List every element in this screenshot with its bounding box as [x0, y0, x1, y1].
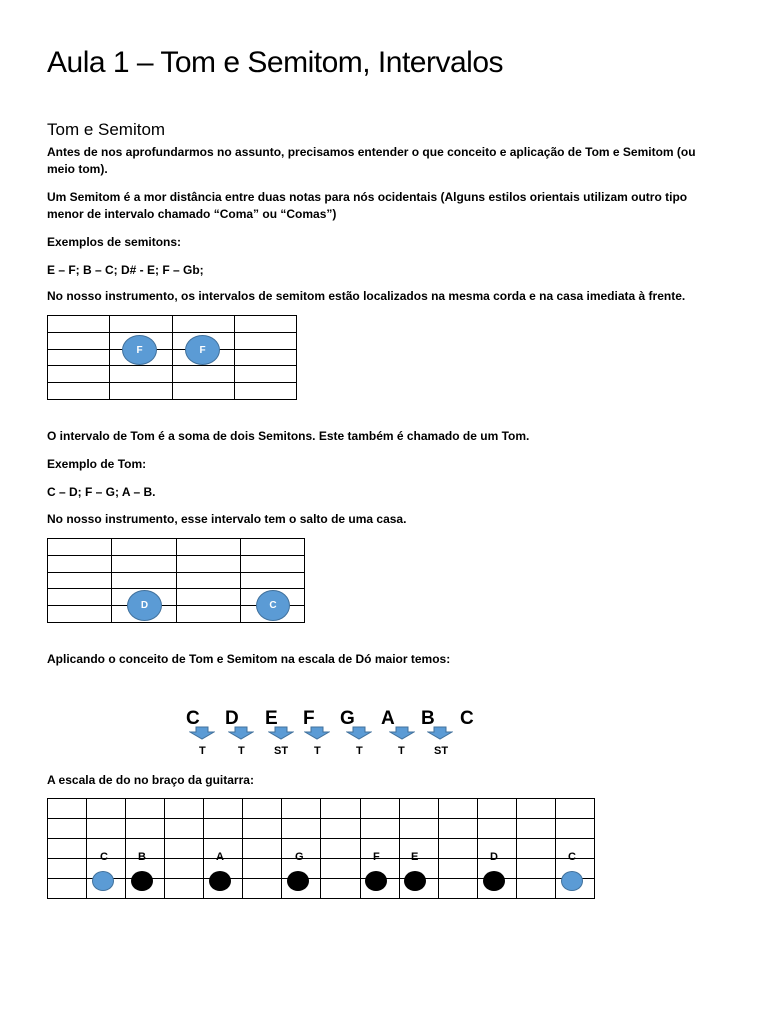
paragraph-semitom-examples-heading: Exemplos de semitons:	[47, 235, 182, 249]
scale-note: B	[421, 708, 435, 729]
step-label: T	[356, 745, 363, 757]
note-dot	[185, 335, 220, 365]
note-dot-label: F	[199, 344, 206, 356]
note-dot	[256, 590, 290, 621]
note-dot	[127, 590, 162, 621]
paragraph-tom-example-heading: Exemplo de Tom:	[47, 457, 147, 471]
scale-note: C	[460, 708, 474, 729]
neck-note-dot	[287, 871, 309, 891]
down-arrow-icon	[304, 726, 330, 740]
step-label: T	[314, 745, 321, 757]
neck-note-label: D	[490, 851, 498, 863]
neck-note-dot	[561, 871, 583, 891]
down-arrow-icon	[189, 726, 215, 740]
fretboard-grid	[47, 315, 297, 400]
down-arrow-icon	[427, 726, 453, 740]
down-arrow-icon	[389, 726, 415, 740]
neck-note-dot	[365, 871, 387, 891]
note-dot-label: D	[140, 600, 149, 611]
neck-note-dot	[404, 871, 426, 891]
note-dot-label: F	[136, 344, 143, 356]
neck-note-label: B	[138, 851, 146, 863]
paragraph-neck-heading: A escala de do no braço da guitarra:	[47, 773, 254, 787]
neck-note-label: F	[373, 851, 380, 863]
paragraph-scale-intro: Aplicando o conceito de Tom e Semitom na escala de Dó maior temos:	[47, 652, 451, 666]
neck-note-dot	[131, 871, 153, 891]
down-arrow-icon	[228, 726, 254, 740]
note-dot-label: C	[269, 600, 277, 611]
down-arrow-icon	[346, 726, 372, 740]
scale-note: A	[381, 708, 395, 729]
section-title: Tom e Semitom	[47, 120, 166, 139]
neck-note-dot	[483, 871, 505, 891]
neck-note-label: C	[100, 851, 108, 863]
scale-note: F	[303, 708, 315, 729]
page-title: Aula 1 – Tom e Semitom, Intervalos	[47, 46, 503, 79]
paragraph-intro: Antes de nos aprofundarmos no assunto, precisamos entender o que conceito e aplicação de Tom e Semitom (ou meio tom).	[47, 145, 696, 176]
paragraph-semitom-definition: Um Semitom é a mor distância entre duas notas para nós ocidentais (Alguns estilos orientais utilizam outro tipo menor de intervalo chamado “Coma” ou “Comas”)	[47, 190, 688, 221]
scale-note: E	[265, 708, 278, 729]
paragraph-tom-examples: C – D; F – G; A – B.	[47, 485, 156, 499]
step-label: T	[398, 745, 405, 757]
neck-grid	[47, 798, 595, 899]
step-label: ST	[274, 745, 289, 757]
neck-note-dot	[209, 871, 231, 891]
paragraph-semitom-examples: E – F; B – C; D# - E; F – Gb;	[47, 263, 204, 277]
scale-note: G	[340, 708, 355, 729]
paragraph-tom-definition: O intervalo de Tom é a soma de dois Semitons. Este também é chamado de um Tom.	[47, 429, 530, 443]
step-label: T	[238, 745, 245, 757]
neck-note-label: C	[568, 851, 576, 863]
scale-note: D	[225, 708, 239, 729]
scale-note: C	[186, 708, 200, 729]
step-label: ST	[434, 745, 449, 757]
neck-note-label: E	[411, 851, 419, 863]
step-label: T	[199, 745, 206, 757]
down-arrow-icon	[268, 726, 294, 740]
note-dot	[122, 335, 157, 365]
paragraph-tom-instrument: No nosso instrumento, esse intervalo tem o salto de uma casa.	[47, 512, 407, 526]
paragraph-semitom-instrument: No nosso instrumento, os intervalos de semitom estão localizados na mesma corda e na casa imediata à frente.	[47, 289, 686, 303]
neck-note-label: G	[295, 851, 304, 863]
neck-note-label: A	[216, 851, 224, 863]
neck-note-dot	[92, 871, 114, 891]
